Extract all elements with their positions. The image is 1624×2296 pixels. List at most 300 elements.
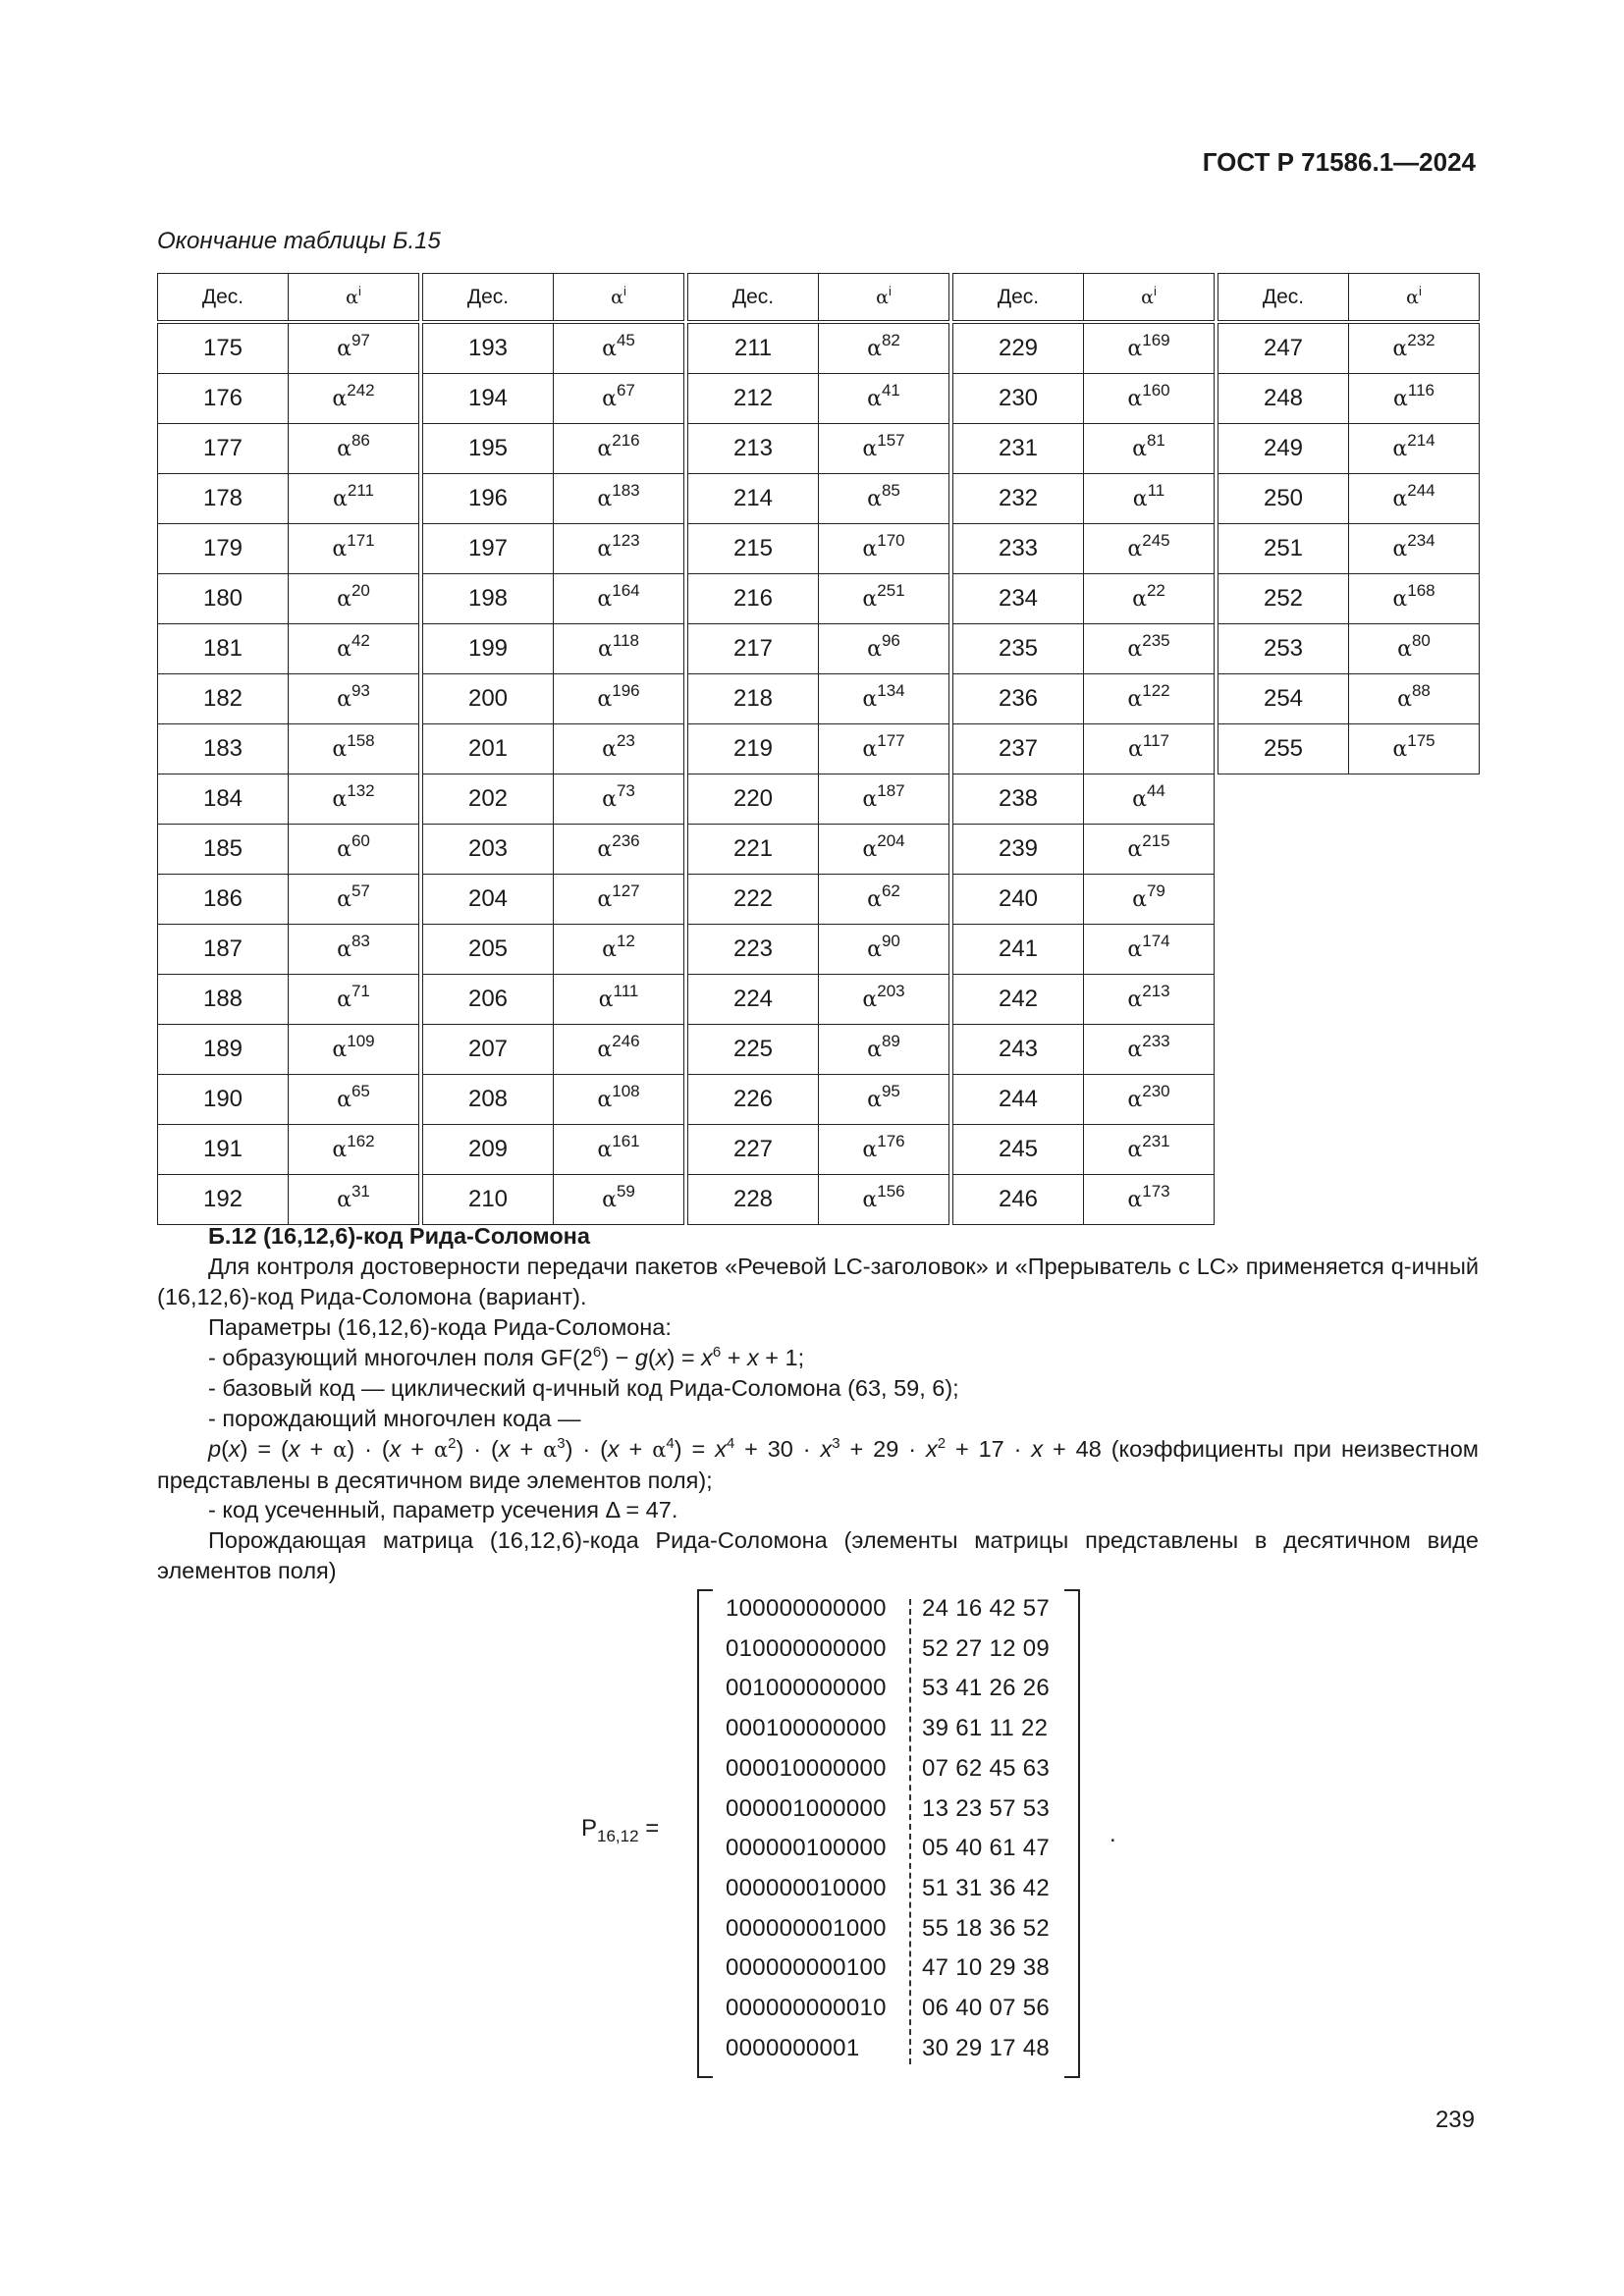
alpha-symbol: α: [867, 936, 882, 962]
alpha-symbol: α: [867, 486, 882, 511]
dec-cell: 242: [953, 975, 1084, 1025]
alpha-symbol: α: [1127, 1187, 1143, 1212]
alpha-cell: [1349, 674, 1480, 724]
matrix-row-parity: 30 29 17 48: [922, 2034, 1051, 2061]
alpha-symbol: α: [597, 686, 613, 712]
alpha-exponent: 60: [351, 830, 370, 850]
alpha-exponent: i: [623, 283, 626, 298]
generator-polynomial: $p(x) = (x + \alpha) \cdot (x + \alpha^2) \cdot (x + \alpha^3) \cdot (x + \alpha^4) = x^4 + 30 \cdot x^3 + 29 \cdot x^2 + 17 \cdot x + 48$ (коэффициенты при неизвестном представлены в десятичном виде элементов поля);: [157, 1435, 1479, 1493]
dec-cell: 244: [953, 1075, 1084, 1125]
alpha-symbol: α: [862, 786, 878, 812]
alpha-cell: [819, 875, 949, 925]
dec-cell: 245: [953, 1125, 1084, 1175]
dec-cell: 176: [158, 374, 289, 424]
alpha-cell: [819, 624, 949, 674]
alpha-exponent: 204: [877, 830, 905, 850]
table-header-row: [423, 274, 684, 323]
alpha-exponent: 242: [347, 380, 375, 400]
alpha-symbol: α: [337, 1087, 352, 1112]
table-row: [1218, 574, 1480, 624]
alpha-cell: [554, 674, 684, 724]
page-number: 239: [1435, 2107, 1475, 2133]
table-row: [953, 975, 1215, 1025]
dec-cell: 179: [158, 524, 289, 574]
alpha-symbol: α: [1392, 536, 1408, 561]
alpha-cell: [289, 674, 419, 724]
table-group-3: [687, 273, 949, 1225]
alpha-cell: [1084, 624, 1215, 674]
alpha-cell: [289, 774, 419, 825]
alpha-symbol: α: [1392, 336, 1408, 361]
alpha-cell: [289, 875, 419, 925]
dec-cell: 195: [423, 424, 554, 474]
alpha-cell: [1084, 322, 1215, 374]
table-row: [953, 825, 1215, 875]
alpha-symbol: α: [1132, 436, 1147, 461]
alpha-cell: [819, 1125, 949, 1175]
dec-cell: 196: [423, 474, 554, 524]
alpha-exponent: 11: [1147, 480, 1165, 500]
alpha-exponent: 127: [612, 881, 640, 900]
left-bracket: [697, 1589, 713, 2078]
alpha-cell: [1084, 925, 1215, 975]
dec-cell: 207: [423, 1025, 554, 1075]
table-row: [688, 624, 949, 674]
alpha-cell: [1084, 524, 1215, 574]
alpha-cell: [554, 724, 684, 774]
table-row: [688, 524, 949, 574]
alpha-symbol: α: [867, 1087, 882, 1112]
alpha-cell: [289, 474, 419, 524]
alpha-exponent: i: [357, 283, 361, 298]
dec-cell: 192: [158, 1175, 289, 1225]
table-row: [688, 674, 949, 724]
alpha-symbol: α: [337, 886, 352, 912]
alpha-cell: [289, 925, 419, 975]
dec-cell: 246: [953, 1175, 1084, 1225]
alpha-symbol: α: [337, 336, 352, 361]
dec-cell: 255: [1218, 724, 1349, 774]
alpha-cell: [554, 774, 684, 825]
bullet-base-code: - базовый код — циклический q-ичный код Рида-Соломона (63, 59, 6);: [208, 1375, 959, 1401]
matrix-row-identity: 000010000000: [726, 1754, 887, 1782]
dec-cell: 194: [423, 374, 554, 424]
alpha-symbol: α: [1127, 1037, 1143, 1062]
dec-cell: 243: [953, 1025, 1084, 1075]
alpha-exponent: 59: [616, 1181, 635, 1201]
dec-cell: 188: [158, 975, 289, 1025]
alpha-exponent: 134: [877, 680, 905, 700]
alpha-symbol: α: [337, 686, 352, 712]
table-header-row: [158, 274, 419, 323]
alpha-exponent: 251: [877, 580, 905, 600]
alpha-exponent: 183: [612, 480, 640, 500]
alpha-cell: [289, 1125, 419, 1175]
dec-cell: 184: [158, 774, 289, 825]
matrix-row-parity: 53 41 26 26: [922, 1675, 1051, 1702]
alpha-exponent: 89: [881, 1031, 900, 1050]
matrix-row-identity: 001000000000: [726, 1675, 887, 1702]
alpha-cell: [1349, 574, 1480, 624]
alpha-symbol: α: [597, 1037, 613, 1062]
table-row: [423, 1175, 684, 1225]
alpha-cell: [289, 1025, 419, 1075]
alpha-exponent: 73: [616, 780, 635, 800]
alpha-exponent: 156: [877, 1181, 905, 1201]
alpha-symbol: α: [1127, 936, 1143, 962]
alpha-symbol: α: [1397, 686, 1412, 712]
table-row: [1218, 624, 1480, 674]
dec-cell: 223: [688, 925, 819, 975]
alpha-symbol: α: [1127, 1137, 1143, 1162]
alpha-symbol: α: [1127, 987, 1143, 1012]
dec-cell: 217: [688, 624, 819, 674]
dec-cell: 237: [953, 724, 1084, 774]
table-row: [423, 424, 684, 474]
alpha-exponent: 67: [616, 380, 635, 400]
alpha-symbol: α: [337, 987, 352, 1012]
alpha-symbol: α: [862, 686, 878, 712]
alpha-symbol: α: [862, 987, 878, 1012]
header-alpha: [819, 274, 949, 323]
dec-cell: 212: [688, 374, 819, 424]
table-group-1: [157, 273, 419, 1225]
matrix-row-identity: 0000000001: [726, 2034, 860, 2061]
alpha-exponent: 169: [1142, 330, 1170, 349]
alpha-cell: [1084, 1125, 1215, 1175]
dec-cell: 227: [688, 1125, 819, 1175]
alpha-exponent: 176: [877, 1131, 905, 1150]
alpha-exponent: 175: [1407, 730, 1435, 750]
alpha-cell: [554, 1125, 684, 1175]
dec-cell: 254: [1218, 674, 1349, 724]
table-row: [953, 774, 1215, 825]
alpha-symbol: α: [1132, 886, 1147, 912]
dec-cell: 203: [423, 825, 554, 875]
table-row: [423, 825, 684, 875]
alpha-exponent: 245: [1142, 530, 1170, 550]
alpha-exponent: 42: [351, 630, 370, 650]
alpha-cell: [289, 825, 419, 875]
table-row: [423, 774, 684, 825]
dec-cell: 236: [953, 674, 1084, 724]
alpha-exponent: 168: [1407, 580, 1435, 600]
alpha-symbol: α: [862, 836, 878, 862]
matrix-row-identity: 010000000000: [726, 1634, 887, 1662]
alpha-cell: [1349, 624, 1480, 674]
alpha-cell: [554, 474, 684, 524]
alpha-cell: [819, 724, 949, 774]
alpha-exponent: 116: [1407, 380, 1435, 400]
alpha-cell: [554, 374, 684, 424]
alpha-exponent: 88: [1411, 680, 1431, 700]
alpha-symbol: α: [1392, 586, 1408, 612]
alpha-symbol: α: [1392, 736, 1408, 762]
table-row: [953, 724, 1215, 774]
alpha-exponent: 177: [877, 730, 905, 750]
table-row: [158, 574, 419, 624]
table-row: [688, 574, 949, 624]
matrix-row-parity: 39 61 11 22: [922, 1715, 1049, 1742]
table-row: [688, 424, 949, 474]
table-row: [423, 574, 684, 624]
alpha-symbol: α: [602, 936, 617, 962]
alpha-symbol: α: [867, 336, 882, 361]
document-header: ГОСТ Р 71586.1—2024: [1202, 147, 1476, 177]
alpha-exponent: 41: [881, 380, 900, 400]
alpha-symbol: α: [867, 1037, 882, 1062]
matrix-row-parity: 52 27 12 09: [922, 1634, 1051, 1662]
alpha-cell: [819, 674, 949, 724]
table-row: [953, 1175, 1215, 1225]
alpha-symbol: α: [337, 1187, 352, 1212]
paragraph-matrix-intro: Порождающая матрица (16,12,6)-кода Рида-Соломона (элементы матрицы представлены в десятичном виде элементов поля): [157, 1527, 1479, 1583]
alpha-exponent: 82: [881, 330, 900, 349]
alpha-cell: [819, 424, 949, 474]
alpha-exponent: 71: [351, 981, 370, 1000]
dec-cell: 208: [423, 1075, 554, 1125]
alpha-symbol: α: [337, 436, 352, 461]
alpha-cell: [289, 374, 419, 424]
table-row: [158, 975, 419, 1025]
alpha-exponent: 213: [1142, 981, 1170, 1000]
table-row: [158, 774, 419, 825]
matrix-row-parity: 13 23 57 53: [922, 1794, 1051, 1822]
table-row: [953, 875, 1215, 925]
alpha-symbol: α: [1392, 486, 1408, 511]
alpha-symbol: α: [862, 536, 878, 561]
dec-cell: 210: [423, 1175, 554, 1225]
alpha-cell: [1349, 474, 1480, 524]
alpha-cell: [554, 424, 684, 474]
alpha-cell: [554, 322, 684, 374]
alpha-cell: [1084, 975, 1215, 1025]
alpha-symbol: α: [346, 286, 358, 308]
matrix-row-parity: 07 62 45 63: [922, 1754, 1051, 1782]
alpha-symbol: α: [332, 1037, 348, 1062]
alpha-cell: [819, 1025, 949, 1075]
table-row: [158, 424, 419, 474]
alpha-symbol: α: [597, 1137, 613, 1162]
alpha-symbol: α: [597, 836, 613, 862]
dec-cell: 204: [423, 875, 554, 925]
table-row: [1218, 474, 1480, 524]
alpha-cell: [554, 574, 684, 624]
alpha-symbol: α: [867, 386, 882, 411]
dec-cell: 238: [953, 774, 1084, 825]
alpha-symbol: α: [862, 736, 878, 762]
header-dec: Дес.: [953, 274, 1084, 323]
dec-cell: 211: [688, 322, 819, 374]
table-row: [158, 1175, 419, 1225]
dec-cell: 215: [688, 524, 819, 574]
table-row: [953, 674, 1215, 724]
dec-cell: 180: [158, 574, 289, 624]
table-group-2: [422, 273, 684, 1225]
table-row: [1218, 424, 1480, 474]
alpha-symbol: α: [332, 536, 348, 561]
alpha-symbol: α: [1132, 786, 1147, 812]
alpha-exponent: 123: [612, 530, 640, 550]
alpha-cell: [1084, 774, 1215, 825]
alpha-exponent: 57: [351, 881, 370, 900]
alpha-exponent: 233: [1142, 1031, 1170, 1050]
dec-cell: 251: [1218, 524, 1349, 574]
alpha-symbol: α: [1397, 636, 1412, 662]
dec-cell: 221: [688, 825, 819, 875]
header-dec: Дес.: [688, 274, 819, 323]
alpha-symbol: α: [337, 836, 352, 862]
dec-cell: 183: [158, 724, 289, 774]
dec-cell: 186: [158, 875, 289, 925]
alpha-exponent: 117: [1142, 730, 1169, 750]
alpha-exponent: 236: [612, 830, 640, 850]
dec-cell: 226: [688, 1075, 819, 1125]
dec-cell: 234: [953, 574, 1084, 624]
table-row: [158, 524, 419, 574]
table-row: [953, 925, 1215, 975]
table-group-5: [1218, 273, 1480, 774]
alpha-symbol: α: [332, 786, 348, 812]
alpha-cell: [819, 474, 949, 524]
table-row: [423, 322, 684, 374]
table-row: [953, 574, 1215, 624]
table-header-row: [953, 274, 1215, 323]
alpha-exponent: 132: [347, 780, 375, 800]
alpha-cell: [819, 774, 949, 825]
alpha-exponent: 157: [877, 430, 905, 450]
alpha-exponent: 108: [612, 1081, 640, 1100]
alpha-symbol: α: [1127, 836, 1143, 862]
alpha-exponent: 31: [351, 1181, 370, 1201]
alpha-symbol: α: [332, 736, 348, 762]
alpha-exponent: 20: [351, 580, 370, 600]
alpha-symbol: α: [602, 386, 617, 411]
table-row: [688, 474, 949, 524]
dec-cell: 190: [158, 1075, 289, 1125]
alpha-exponent: 187: [877, 780, 905, 800]
table-row: [953, 1125, 1215, 1175]
alpha-exponent: i: [1153, 283, 1157, 298]
table-row: [158, 624, 419, 674]
table-row: [158, 1125, 419, 1175]
alpha-cell: [289, 975, 419, 1025]
alpha-exponent: 96: [881, 630, 900, 650]
alpha-symbol: α: [597, 486, 613, 511]
header-alpha: [1349, 274, 1480, 323]
alpha-cell: [819, 574, 949, 624]
matrix-row-identity: 000000010000: [726, 1874, 887, 1901]
alpha-symbol: α: [1141, 286, 1154, 308]
bullet-field-polynomial: - образующий многочлен поля $GF(2^6) - g(x) = x^6 + x + 1$;: [208, 1344, 805, 1370]
alpha-symbol: α: [1127, 1087, 1143, 1112]
alpha-exponent: 81: [1146, 430, 1165, 450]
alpha-symbol: α: [862, 586, 878, 612]
dec-cell: 232: [953, 474, 1084, 524]
alpha-cell: [819, 374, 949, 424]
table-row: [423, 374, 684, 424]
dec-cell: 231: [953, 424, 1084, 474]
dec-cell: 230: [953, 374, 1084, 424]
dec-cell: 199: [423, 624, 554, 674]
alpha-symbol: α: [1406, 286, 1419, 308]
alpha-cell: [1084, 724, 1215, 774]
dec-cell: 191: [158, 1125, 289, 1175]
table-row: [688, 975, 949, 1025]
matrix-label: $P_{16,12}$ =: [581, 1815, 660, 1845]
table-row: [423, 674, 684, 724]
dec-cell: 193: [423, 322, 554, 374]
table-row: [953, 374, 1215, 424]
table-row: [1218, 674, 1480, 724]
alpha-symbol: α: [333, 486, 348, 511]
header-alpha: [554, 274, 684, 323]
table-row: [688, 925, 949, 975]
alpha-cell: [289, 1075, 419, 1125]
alpha-exponent: 215: [1142, 830, 1170, 850]
dec-cell: 178: [158, 474, 289, 524]
right-bracket: [1064, 1589, 1080, 2078]
alpha-exponent: i: [1418, 283, 1422, 298]
dec-cell: 241: [953, 925, 1084, 975]
header-dec: Дес.: [423, 274, 554, 323]
alpha-exponent: 109: [347, 1031, 375, 1050]
alpha-exponent: 90: [881, 931, 900, 950]
alpha-symbol: α: [597, 436, 613, 461]
table-row: [688, 1075, 949, 1125]
alpha-symbol: α: [598, 987, 614, 1012]
matrix-row-parity: 47 10 29 38: [922, 1954, 1051, 1982]
dec-cell: 189: [158, 1025, 289, 1075]
matrix-row-identity: 000000100000: [726, 1835, 887, 1862]
alpha-cell: [1084, 825, 1215, 875]
alpha-exponent: 174: [1142, 931, 1170, 950]
alpha-cell: [554, 925, 684, 975]
table-row: [688, 774, 949, 825]
table-row: [688, 374, 949, 424]
alpha-symbol: α: [1132, 586, 1147, 612]
alpha-cell: [1084, 674, 1215, 724]
table-row: [688, 1175, 949, 1225]
alpha-exponent: 196: [612, 680, 640, 700]
alpha-exponent: 83: [351, 931, 370, 950]
table-row: [423, 524, 684, 574]
alpha-symbol: α: [598, 636, 613, 662]
table-row: [423, 1025, 684, 1075]
table-row: [158, 875, 419, 925]
alpha-cell: [819, 1175, 949, 1225]
alpha-cell: [819, 975, 949, 1025]
dec-cell: 181: [158, 624, 289, 674]
matrix-row-identity: 000000000100: [726, 1954, 887, 1982]
table-row: [953, 322, 1215, 374]
alpha-exponent: 246: [612, 1031, 640, 1050]
table-row: [953, 624, 1215, 674]
alpha-cell: [1349, 524, 1480, 574]
dec-cell: 175: [158, 322, 289, 374]
table-row: [158, 925, 419, 975]
dec-cell: 185: [158, 825, 289, 875]
alpha-exponent: 161: [612, 1131, 640, 1150]
alpha-exponent: 79: [1146, 881, 1165, 900]
alpha-exponent: 231: [1142, 1131, 1170, 1150]
alpha-cell: [1349, 374, 1480, 424]
alpha-exponent: 171: [347, 530, 375, 550]
alpha-symbol: α: [1132, 486, 1148, 511]
dec-cell: 205: [423, 925, 554, 975]
alpha-exponent: 214: [1407, 430, 1435, 450]
alpha-symbol: α: [867, 636, 882, 662]
